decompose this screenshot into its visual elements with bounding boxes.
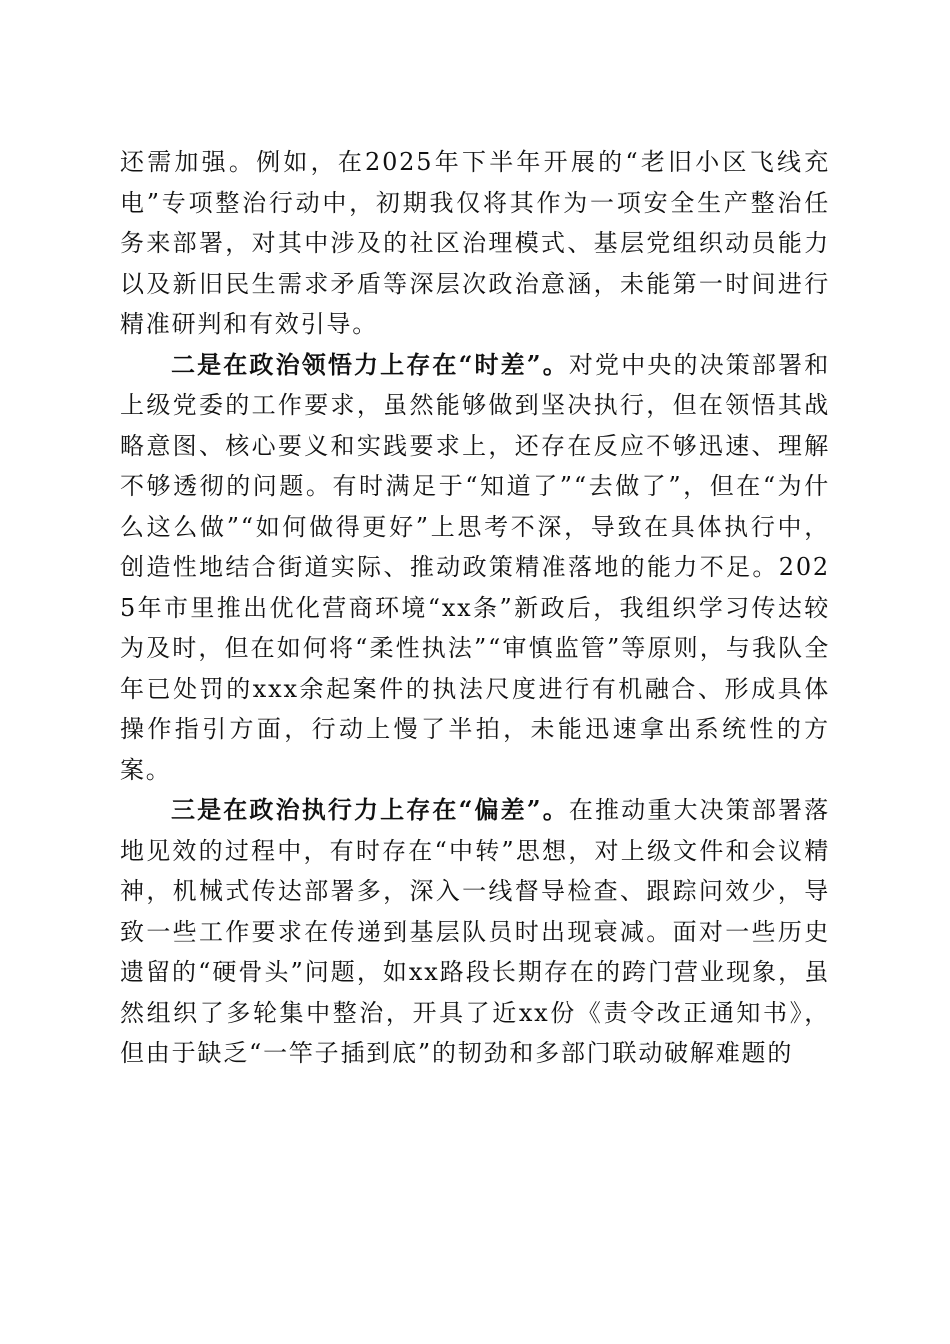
paragraph-3-lead: 三是在政治执行力上存在“偏差”。 (171, 795, 569, 824)
paragraph-1 (120, 142, 830, 345)
paragraph-2-lead: 二是在政治领悟力上存在“时差”。 (171, 349, 569, 379)
paragraph-3-text: 在推动重大决策部署落地见效的过程中，有时存在“中转”思想，对上级文件和会议精神，机械式传达部署多，深入一线督导检查、跟踪问效少，导致一些工作要求在传递到基层队员时出现衰减。面对一些历史遗留的“硬骨头”问题，如xx路段长期存在的跨门营业现象，虽然组织了多轮集中整治，开具了近xx份《责令改正通知书》，但由于缺乏“一竿子插到底”的韧劲和多部门联动破解难题的 (120, 796, 830, 1067)
paragraph-1-text: 还需加强。例如，在2025年下半年开展的“老旧小区飞线充电”专项整治行动中，初期我仅将其作为一项安全生产整治任务来部署，对其中涉及的社区治理模式、基层党组织动员能力以及新旧民生需求矛盾等深层次政治意涵，未能第一时间进行精准研判和有效引导。 (120, 148, 830, 338)
paragraph-2 (120, 345, 830, 791)
document-body (120, 142, 830, 1074)
paragraph-3 (120, 790, 830, 1074)
paragraph-2-text: 对党中央的决策部署和上级党委的工作要求，虽然能够做到坚决执行，但在领悟其战略意图、核心要义和实践要求上，还存在反应不够迅速、理解不够透彻的问题。有时满足于“知道了”“去做了”，但在“为什么这么做”“如何做得更好”上思考不深，导致在具体执行中，创造性地结合街道实际、推动政策精准落地的能力不足。2025年市里推出优化营商环境“xx条”新政后，我组织学习传达较为及时，但在如何将“柔性执法”“审慎监管”等原则，与我队全年已处罚的xxx余起案件的执法尺度进行有机融合、形成具体操作指引方面，行动上慢了半拍，未能迅速拿出系统性的方案。 (120, 350, 830, 784)
